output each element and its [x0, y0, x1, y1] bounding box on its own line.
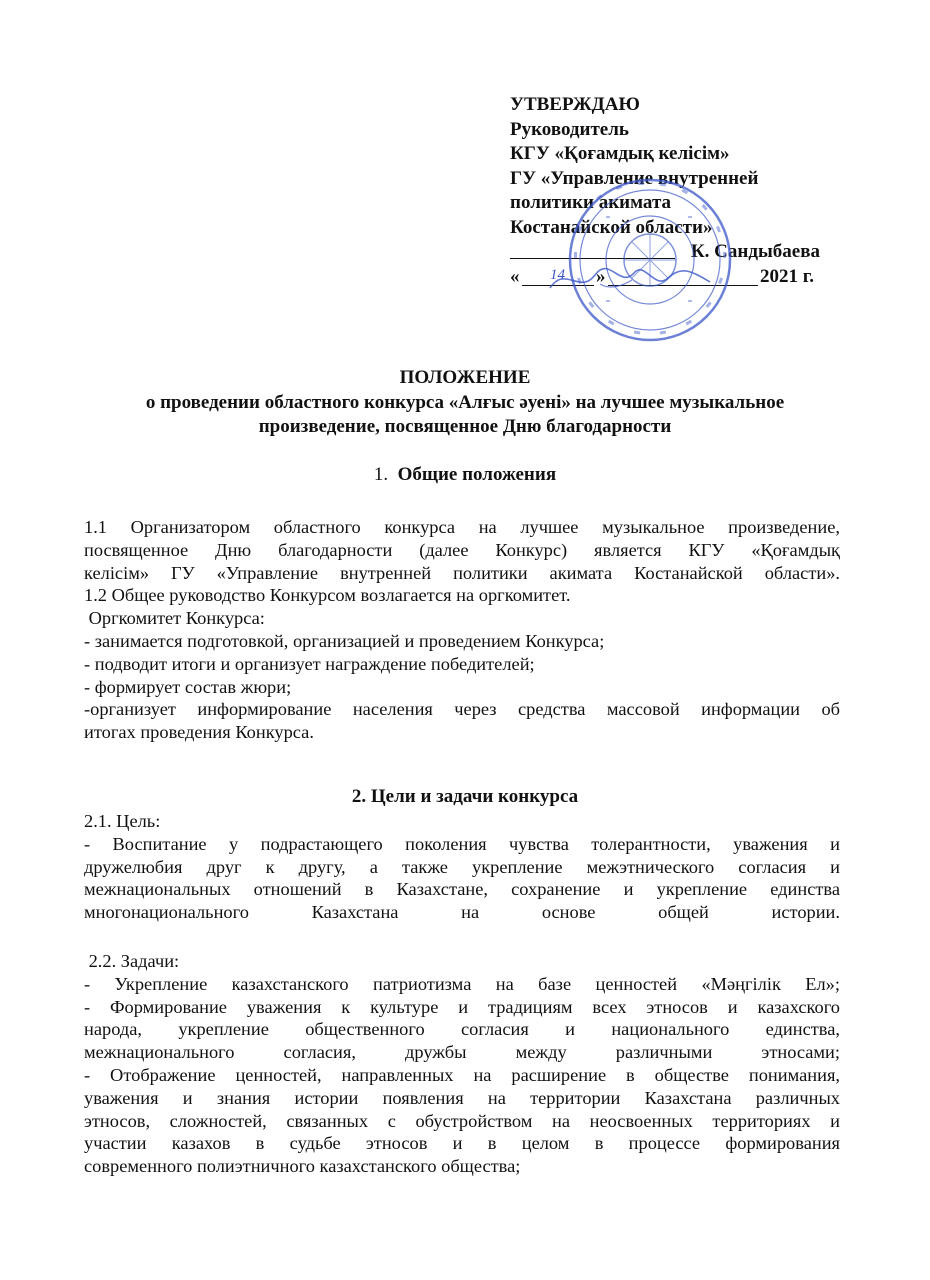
- title-subtitle-line: произведение, посвященное Дню благодарности: [258, 416, 672, 437]
- signer-name: К. Сандыбаева: [690, 241, 820, 262]
- approval-line: политики акимата: [510, 192, 672, 213]
- date-line: [510, 265, 890, 290]
- text-line: - Укрепление казахстанского патриотизма на базе ценностей «Мәңгілік Ел»;: [84, 973, 840, 994]
- approval-line: Костанайской области»: [510, 216, 713, 238]
- section-2-heading: 2. Цели и задачи конкурса: [351, 786, 579, 807]
- signature-blank: [510, 258, 675, 259]
- text-line: - Формирование уважения к культуре и традициям всех этносов и казахского: [84, 996, 840, 1017]
- date-day: 14: [550, 266, 565, 283]
- text-line: - Воспитание у подрастающего поколения чувства толерантности, уважения и: [84, 833, 840, 854]
- date-month-blank: [608, 285, 758, 286]
- section-1-title: Общие положения: [397, 464, 557, 485]
- text-line: - формирует состав жюри;: [84, 676, 292, 697]
- text-line: - занимается подготовкой, организацией и проведением Конкурса;: [84, 630, 605, 651]
- approval-heading: УТВЕРЖДАЮ: [510, 94, 640, 115]
- text-line: межнационального согласия, дружбы между различными этносами;: [84, 1042, 840, 1063]
- section-1-heading: [80, 464, 850, 486]
- text-line: посвященное Дню благодарности (далее Конкурс) является КГУ «Қоғамдық: [84, 539, 840, 560]
- date-year: 2021 г.: [760, 265, 814, 287]
- text-line: Оргкомитет Конкурса:: [84, 608, 265, 629]
- text-line: келісім» ГУ «Управление внутренней политики акимата Костанайской области».: [84, 562, 840, 583]
- text-line: многонационального Казахстана на основе общей истории.: [84, 902, 840, 923]
- section-2-tasks: [84, 950, 840, 1178]
- text-line: межнациональных отношений в Казахстане, сохранение и укрепление единства: [84, 879, 840, 900]
- text-line: современного полиэтничного казахстанского общества;: [84, 1156, 521, 1177]
- signature-line: [510, 240, 890, 265]
- text-line: - подводит итоги и организует награждение победителей;: [84, 653, 535, 674]
- approval-line: ГУ «Управление внутренней: [510, 167, 759, 189]
- text-line: 1.1 Организатором областного конкурса на лучшее музыкальное произведение,: [84, 517, 840, 537]
- text-line: народа, укрепление общественного согласия и национального единства,: [84, 1019, 840, 1040]
- date-close-quote: »: [596, 265, 606, 287]
- text-line: -организует информирование населения через средства массовой информации об: [84, 699, 840, 720]
- text-line: - Отображение ценностей, направленных на расширение в обществе понимания,: [84, 1064, 840, 1085]
- title-main: ПОЛОЖЕНИЕ: [399, 367, 531, 388]
- text-line: итогах проведения Конкурса.: [84, 722, 314, 743]
- tasks-label: 2.2. Задачи:: [84, 951, 180, 971]
- section-1-number: 1.: [373, 464, 389, 485]
- text-line: 1.2 Общее руководство Конкурсом возлагается на оргкомитет.: [84, 585, 571, 606]
- approval-block: [510, 93, 890, 289]
- date-open-quote: «: [510, 265, 520, 287]
- text-line: участии казахов в судьбе этносов и в целом в процессе формирования: [84, 1133, 840, 1154]
- approval-line: КГУ «Қоғамдық келісім»: [510, 143, 730, 164]
- document-title: [80, 366, 850, 439]
- text-line: этносов, сложностей, связанных с обустройством на неосвоенных территориях и: [84, 1110, 840, 1131]
- approval-line: Руководитель: [510, 118, 629, 140]
- text-line: дружелюбия друг к другу, а также укрепление межэтнического согласия и: [84, 856, 840, 877]
- text-line: уважения и знания истории появления на территории Казахстана различных: [84, 1087, 840, 1108]
- goal-label: 2.1. Цель:: [84, 811, 161, 831]
- section-2-goal: [84, 810, 840, 924]
- section-1-body: [84, 516, 840, 744]
- title-subtitle-line: о проведении областного конкурса «Алғыс әуені» на лучшее музыкальное: [145, 392, 785, 413]
